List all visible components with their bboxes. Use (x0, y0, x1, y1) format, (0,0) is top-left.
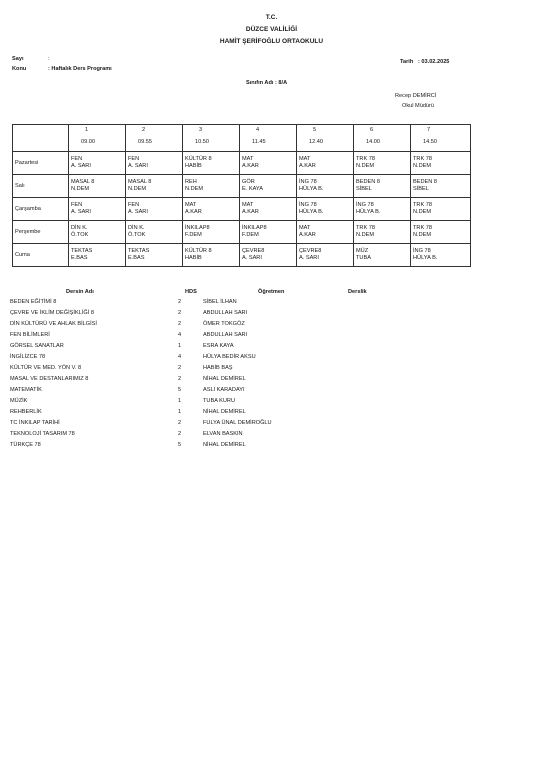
day-name: Cuma (13, 244, 69, 267)
lesson-cell: TRK 78 N.DEM (354, 221, 411, 244)
lesson-cell: İNKILAP8 F.DEM (183, 221, 240, 244)
lesson-cell: MAT A.KAR (297, 152, 354, 175)
header-school-name: HAMİT ŞERİFOĞLU ORTAOKULU (219, 38, 324, 45)
header-tc: T.C. (265, 14, 278, 21)
lesson-cell: TRK 78 N.DEM (411, 152, 471, 175)
period-header: 3 10.50 (183, 125, 240, 152)
period-header: 6 14.00 (354, 125, 411, 152)
lesson-cell: MASAL 8 N.DEM (126, 175, 183, 198)
sayi-label: Sayı (12, 56, 24, 62)
lesson-cell: MAT A.KAR (183, 198, 240, 221)
lesson-cell: MASAL 8 N.DEM (69, 175, 126, 198)
lesson-cell: İNG 78 HÜLYA B. (354, 198, 411, 221)
lesson-cell: ÇEVRE8 A. SARI (240, 244, 297, 267)
lesson-cell: İNKILAP8 F.DEM (240, 221, 297, 244)
principal-title: Okul Müdürü (402, 103, 435, 109)
schedule-header-row (13, 125, 471, 152)
col-room: Derslik (348, 289, 367, 295)
lesson-cell: TEKTAS E.BAS (69, 244, 126, 267)
lesson-cell: TRK 78 N.DEM (411, 198, 471, 221)
header-governorship: DÜZCE VALİLİĞİ (245, 26, 298, 33)
col-teacher: Öğretmen (258, 289, 285, 295)
lesson-cell: İNG 78 HÜLYA B. (297, 175, 354, 198)
lesson-cell: TRK 78 N.DEM (354, 152, 411, 175)
lesson-cell: GÖR E. KAYA (240, 175, 297, 198)
lesson-cell: FEN A. SARI (126, 198, 183, 221)
lesson-cell: İNG 78 HÜLYA B. (297, 198, 354, 221)
day-name: Çarşamba (13, 198, 69, 221)
lesson-cell: FEN A. SARI (69, 198, 126, 221)
lesson-cell: MAT A.KAR (297, 221, 354, 244)
lesson-cell: İNG 78 HÜLYA B. (411, 244, 471, 267)
schedule-day-row (13, 152, 471, 175)
class-name: Sınıfın Adı : 8/A (246, 80, 288, 86)
lesson-cell: MÜZ TUBA (354, 244, 411, 267)
schedule-day-row (13, 198, 471, 221)
day-name: Salı (13, 175, 69, 198)
day-name: Perşembe (13, 221, 69, 244)
konu-label: Konu (12, 66, 27, 72)
lesson-cell: BEDEN 8 SİBEL (354, 175, 411, 198)
principal-name: Recep DEMİRCİ (395, 93, 437, 99)
lesson-cell: MAT A.KAR (240, 152, 297, 175)
lesson-cell: TEKTAS E.BAS (126, 244, 183, 267)
lesson-cell: ÇEVRE8 A. SARI (297, 244, 354, 267)
period-header: 4 11.45 (240, 125, 297, 152)
weekly-schedule-table (12, 124, 471, 267)
lesson-cell: KÜLTÜR 8 HABİB (183, 152, 240, 175)
tarih-value: : 03.02.2025 (418, 59, 450, 65)
lesson-cell: KÜLTÜR 8 HABİB (183, 244, 240, 267)
tarih-label: Tarih (400, 59, 414, 65)
lesson-cell: TRK 78 N.DEM (411, 221, 471, 244)
period-header: 7 14.50 (411, 125, 471, 152)
lesson-cell: BEDEN 8 SİBEL (411, 175, 471, 198)
lesson-cell: MAT A.KAR (240, 198, 297, 221)
lesson-cell: DİN K. Ö.TOK (69, 221, 126, 244)
lesson-cell: REH N.DEM (183, 175, 240, 198)
schedule-corner-cell (13, 125, 69, 152)
schedule-day-row (13, 175, 471, 198)
konu-value: : Haftalık Ders Programı (48, 66, 112, 72)
col-hds: HDS (185, 289, 197, 295)
sayi-value: : (48, 56, 50, 62)
lesson-cell: DİN K. Ö.TOK (126, 221, 183, 244)
col-course-name: Dersin Adı (66, 289, 94, 295)
schedule-day-row (13, 244, 471, 267)
period-header: 5 12.40 (297, 125, 354, 152)
lesson-cell: FEN A. SARI (126, 152, 183, 175)
day-name: Pazartesi (13, 152, 69, 175)
period-header: 1 09.00 (69, 125, 126, 152)
schedule-day-row (13, 221, 471, 244)
period-header: 2 09.55 (126, 125, 183, 152)
lesson-cell: FEN A. SARI (69, 152, 126, 175)
